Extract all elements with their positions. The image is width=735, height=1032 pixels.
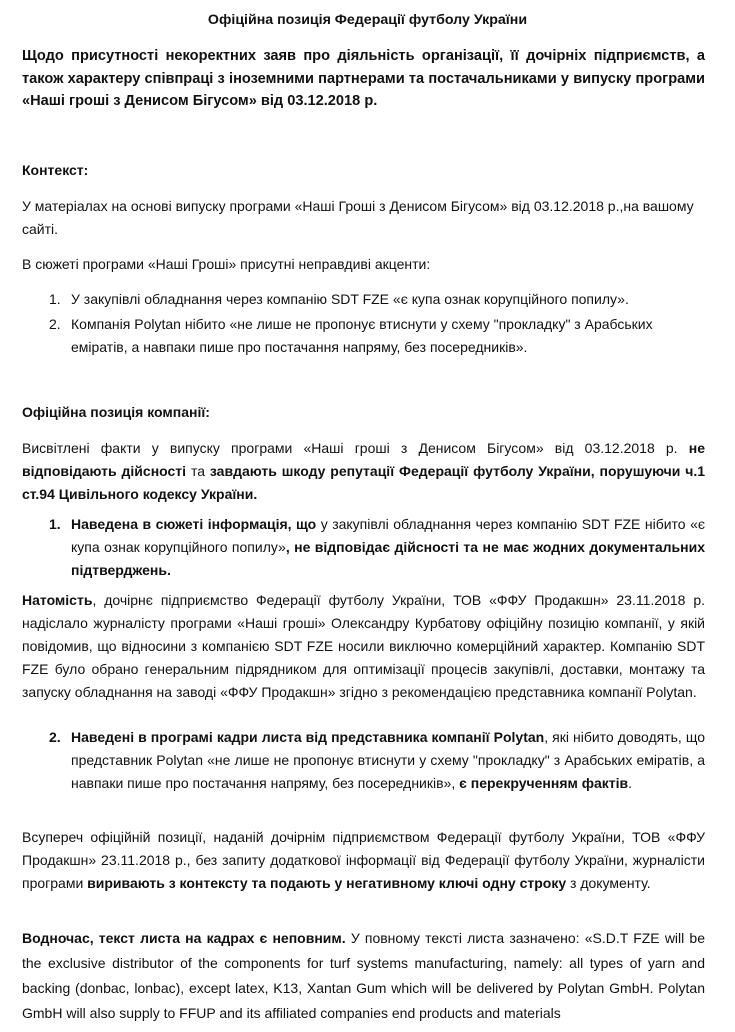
official-paragraph-3 (22, 826, 705, 895)
item1-lead: Наведена в сюжеті інформація, що (71, 516, 317, 532)
official-item-2 (22, 726, 705, 795)
list-item-number: 1. (49, 291, 61, 307)
official-p4-quote: У повному тексті листа зазначено: «S.D.T FZE will be the exclusive distributor of the components for turf systems manufacturing, namely: all types of yarn and backing (donbac, lonbac), except latex, K13, Xantan Gum which will be delivered by Polytan GmbH. Polytan GmbH will also supply to FFUP and its affiliated companies end products and materials (22, 930, 706, 1021)
list-item (22, 513, 705, 582)
list-item-text: Компанія Polytan нібито «не лише не пропонує втиснути у схему "прокладку" з Арабських еміратів, а навпаки пише про постачання напряму, без посередників». (71, 316, 653, 355)
official-paragraph-4 (22, 926, 705, 1026)
item2-conclusion: є перекрученням фактів (459, 775, 629, 791)
official-p1-text: Висвітлені факти у випуску програми «Наші гроші з Денисом Бігусом» від 03.12.2018 р. (22, 440, 678, 456)
document-title: Офіційна позиція Федерації футболу України (207, 12, 528, 28)
item1-body: у закупівлі обладнання через компанію SDT FZE нібито «є купа ознак корупційного попилу» (71, 516, 706, 555)
list-item-number: 2. (49, 316, 61, 332)
context-heading: Контекст: (22, 162, 89, 178)
item2-period: . (628, 775, 633, 791)
official-p3-tail: з документу. (566, 875, 651, 891)
list-item (22, 726, 705, 795)
official-p1-emphasis: не відповідають дійсності (22, 440, 705, 479)
context-paragraph-2: В сюжеті програми «Наші Гроші» присутні неправдиві акценти: (22, 256, 431, 272)
official-p1-emphasis-2: завдають шкоду репутації Федерації футболу України, порушуючи ч.1 ст.94 Цивільного кодексу України. (22, 463, 706, 502)
list-item-text: У закупівлі обладнання через компанію SDT FZE «є купа ознак корупційного попилу». (71, 291, 629, 307)
official-p4-lead: Водночас, текст листа на кадрах є неповним. (22, 930, 346, 946)
item1-conclusion: , не відповідає дійсності та не має жодних документальних підтверджень. (71, 539, 705, 578)
list-item-number: 2. (49, 729, 61, 745)
item2-lead: Наведені в програмі кадри листа від представника компанії Polytan (71, 729, 545, 745)
official-heading: Офіційна позиція компанії: (22, 404, 210, 420)
official-p2-lead: Натомість (22, 592, 93, 608)
list-item-number: 1. (49, 516, 61, 532)
item2-body: , які нібито доводять, що представник Polytan «не лише не пропонує втиснути у схему "прокладку" з Арабських еміратів, а навпаки пише про постачання напряму, без посередників», (71, 729, 705, 791)
list-item (22, 313, 705, 359)
official-p2-body: , дочірнє підприємство Федерації футболу України, ТОВ «ФФУ Продакшн» 23.11.2018 р. надіслало журналісту програми «Наші гроші» Олександру Курбатову офіційну позицію компанії, у якій повідомив, що відносини з компанією SDT FZE носили виключно комерційний характер. Компанію SDT FZE було обрано генеральним підрядником для оптимізації процесів закупівлі, доставки, монтажу та запуску обладнання на заводі «ФФУ Продакшн» згідно з рекомендацією представника компанії Polytan. (22, 592, 705, 700)
official-paragraph-2 (22, 589, 705, 704)
context-list (22, 288, 705, 359)
official-p1-connector: та (186, 463, 210, 479)
official-p3-emphasis: виривають з контексту та подають у негативному ключі одну строку (87, 875, 567, 891)
official-p3-body: Всупереч офіційній позиції, наданій дочірнім підприємством Федерації футболу України, ТОВ «ФФУ Продакшн» 23.11.2018 р., без запиту додаткової інформації від Федерації футболу України, журналісти програми (22, 829, 705, 891)
context-paragraph-1: У матеріалах на основі випуску програми «Наші Гроші з Денисом Бігусом» від 03.12.2018 р.,на вашому сайті. (22, 198, 694, 237)
official-item-1 (22, 513, 705, 582)
official-paragraph-1 (22, 437, 705, 506)
document-subtitle: Щодо присутності некоректних заяв про діяльність організації, її дочірніх підприємств, а також характеру співпраці з іноземними партнерами та постачальниками у випуску програми «Наші гроші з Денисом Бігусом» від 03.12.2018 р. (22, 48, 705, 109)
list-item (22, 288, 705, 311)
